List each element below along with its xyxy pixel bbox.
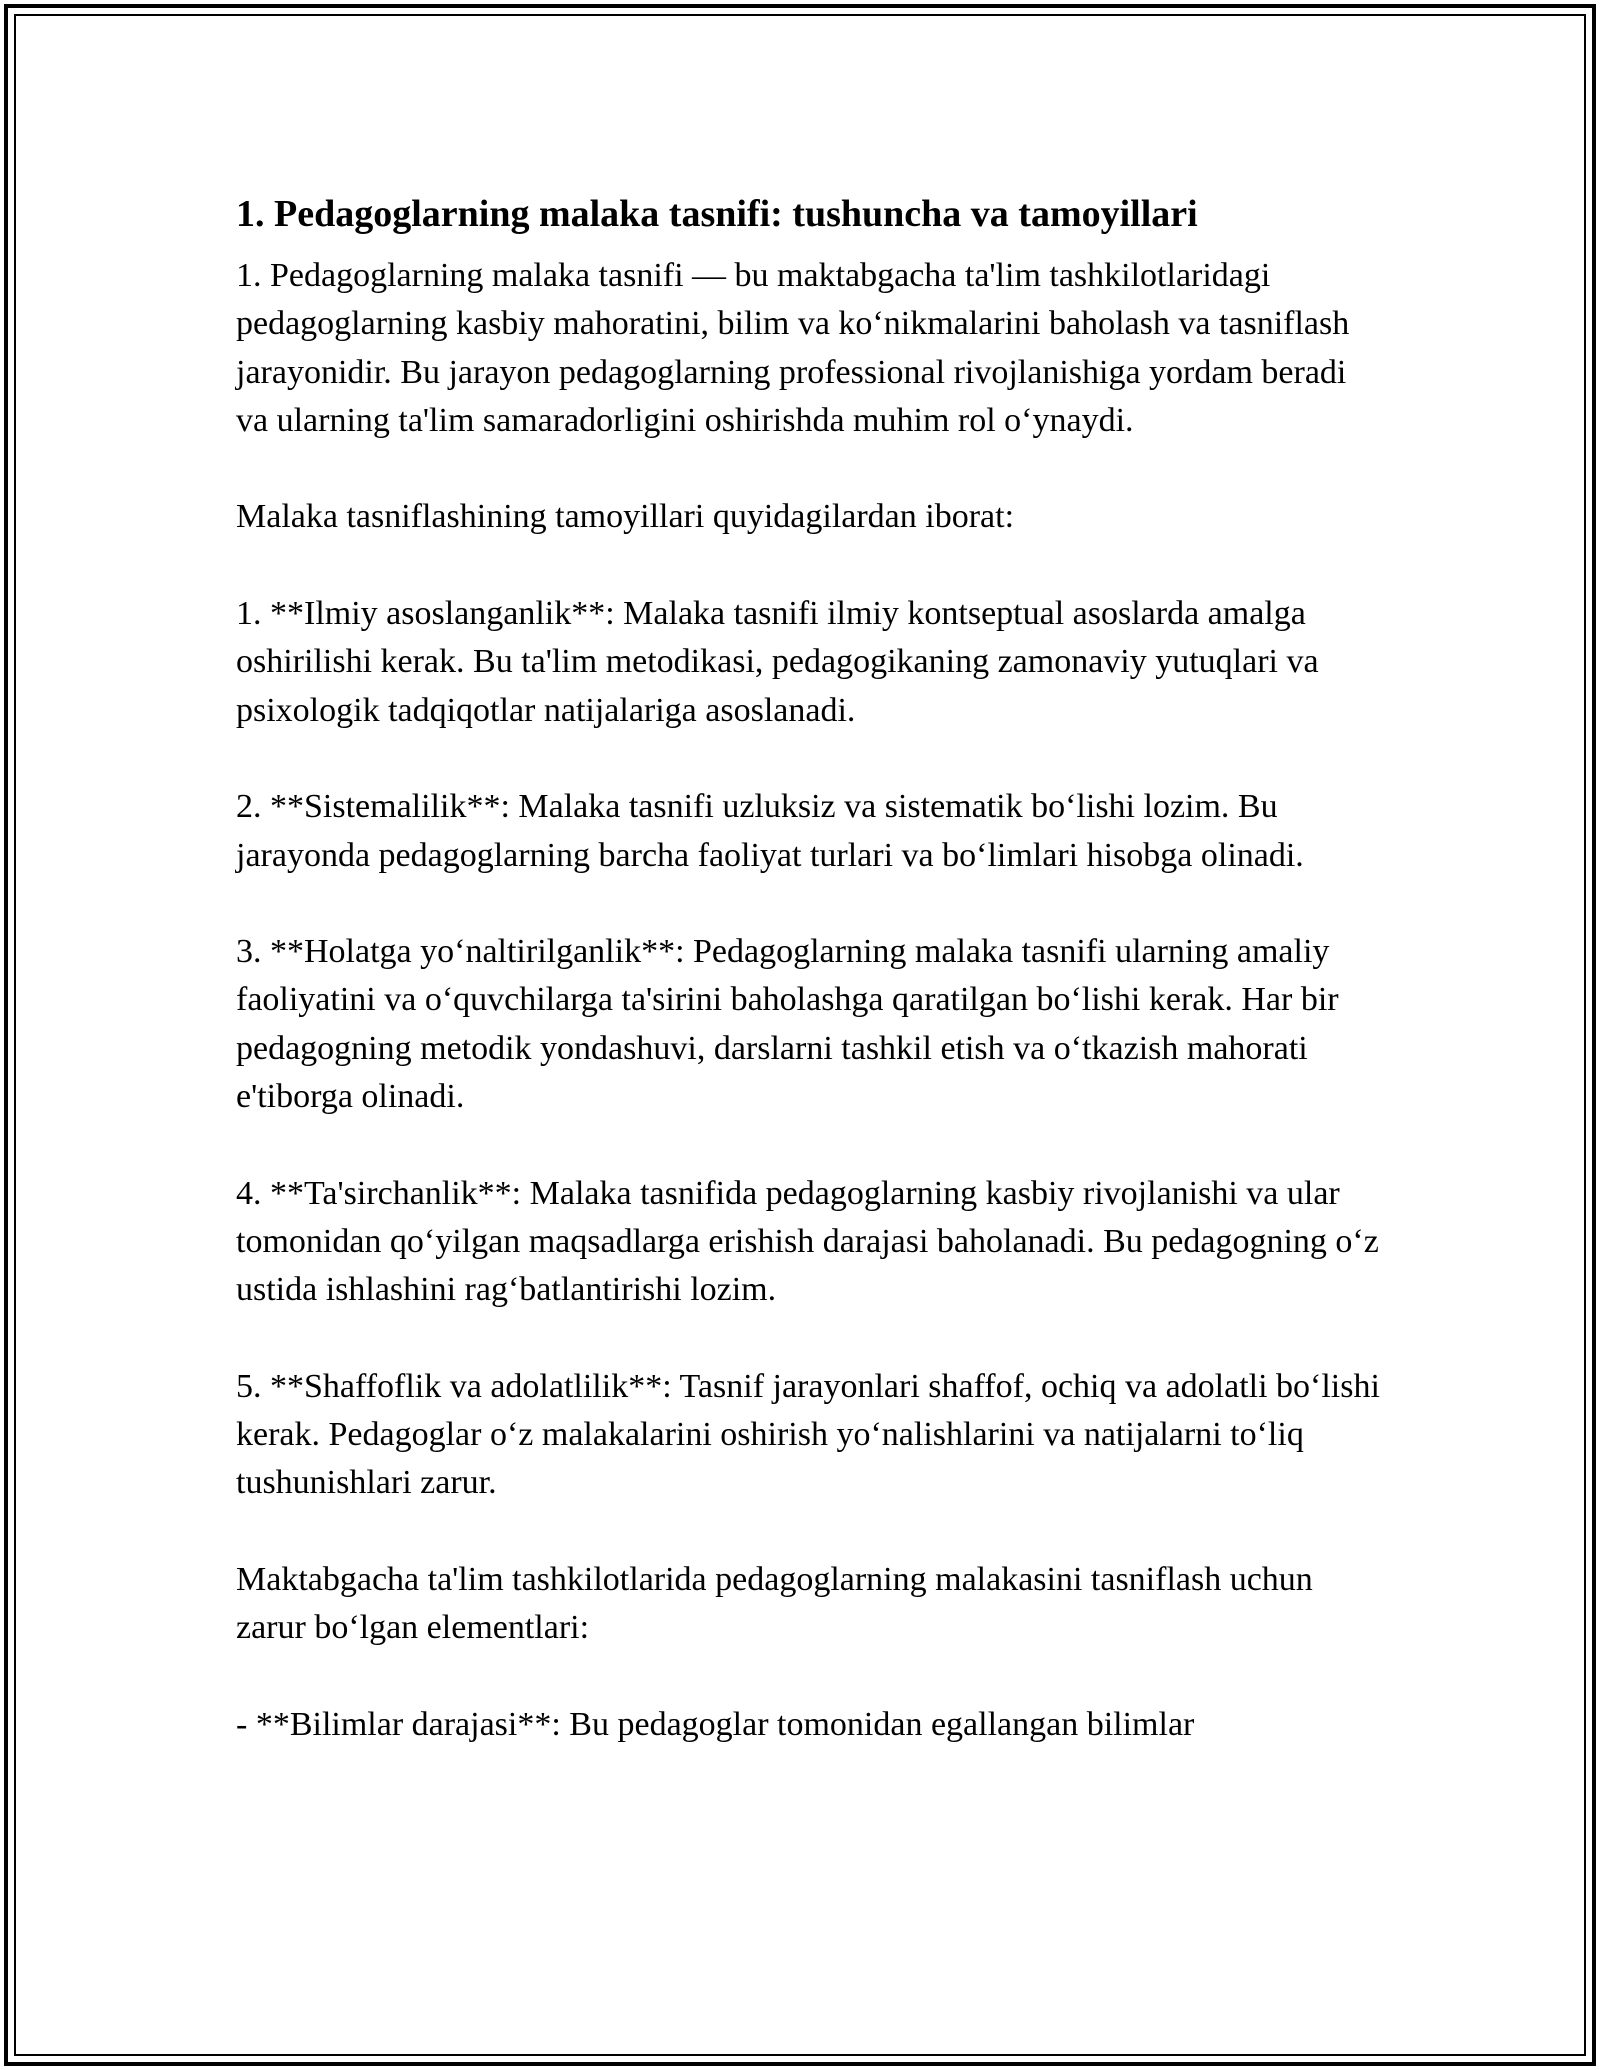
paragraph-gap <box>236 1508 1386 1556</box>
paragraph-principle-5: 5. **Shaffoflik va adolatlilik**: Tasnif jarayonlari shaffof, ochiq va adolatli bo‘lishi kerak. Pedagoglar o‘z malakalarini oshirish yo‘nalishlarini va natijalarni to‘liq tushunishlari zarur. <box>236 1367 1380 1502</box>
paragraph-gap <box>236 542 1386 590</box>
paragraph-principle-2: 2. **Sistemalilik**: Malaka tasnifi uzluksiz va sistematik bo‘lishi lozim. Bu jarayonda pedagoglarning barcha faoliyat turlari va bo‘limlari hisobga olinadi. <box>236 788 1304 874</box>
document-body <box>236 185 1386 1749</box>
paragraph-elements-intro: Maktabgacha ta'lim tashkilotlarida pedagoglarning malakasini tasniflash uchun zarur bo‘lgan elementlari: <box>236 1561 1313 1647</box>
paragraph-gap <box>236 1121 1386 1169</box>
paragraph-principle-1: 1. **Ilmiy asoslanganlik**: Malaka tasnifi ilmiy kontseptual asoslarda amalga oshirilishi kerak. Bu ta'lim metodikasi, pedagogikaning zamonaviy yutuqlari va psixologik tadqiqotlar natijalariga asoslanadi. <box>236 595 1319 729</box>
paragraph-gap <box>236 880 1386 928</box>
paragraph-gap <box>236 1653 1386 1701</box>
paragraph-principle-3: 3. **Holatga yo‘naltirilganlik**: Pedagoglarning malaka tasnifi ularning amaliy faoliyatini va o‘quvchilarga ta'sirini baholashga qaratilgan bo‘lishi kerak. Har bir pedagogning metodik yondashuvi, darslarni tashkil etish va o‘tkazish mahorati e'tiborga olinadi. <box>236 933 1339 1116</box>
paragraph-definition: 1. Pedagoglarning malaka tasnifi — bu maktabgacha ta'lim tashkilotlaridagi pedagoglarning kasbiy mahoratini, bilim va ko‘nikmalarini baholash va tasniflash jarayonidir. Bu jarayon pedagoglarning professional rivojlanishiga yordam beradi va ularning ta'lim samaradorligini oshirishda muhim rol o‘ynaydi. <box>236 257 1350 439</box>
paragraph-principles-intro: Malaka tasniflashining tamoyillari quyidagilardan iborat: <box>236 498 1015 536</box>
paragraph-principle-4: 4. **Ta'sirchanlik**: Malaka tasnifida pedagoglarning kasbiy rivojlanishi va ular tomonidan qo‘yilgan maqsadlarga erishish darajasi baholanadi. Bu pedagogning o‘z ustida ishlashini rag‘batlantirishi lozim. <box>236 1174 1379 1309</box>
paragraph-gap <box>236 735 1386 783</box>
paragraph-element-knowledge: - **Bilimlar darajasi**: Bu pedagoglar tomonidan egallangan bilimlar <box>236 1705 1195 1743</box>
paragraph-gap <box>236 445 1386 493</box>
paragraph-gap <box>236 1315 1386 1363</box>
section-heading: 1. Pedagoglarning malaka tasnifi: tushuncha va tamoyillari <box>236 193 1198 235</box>
